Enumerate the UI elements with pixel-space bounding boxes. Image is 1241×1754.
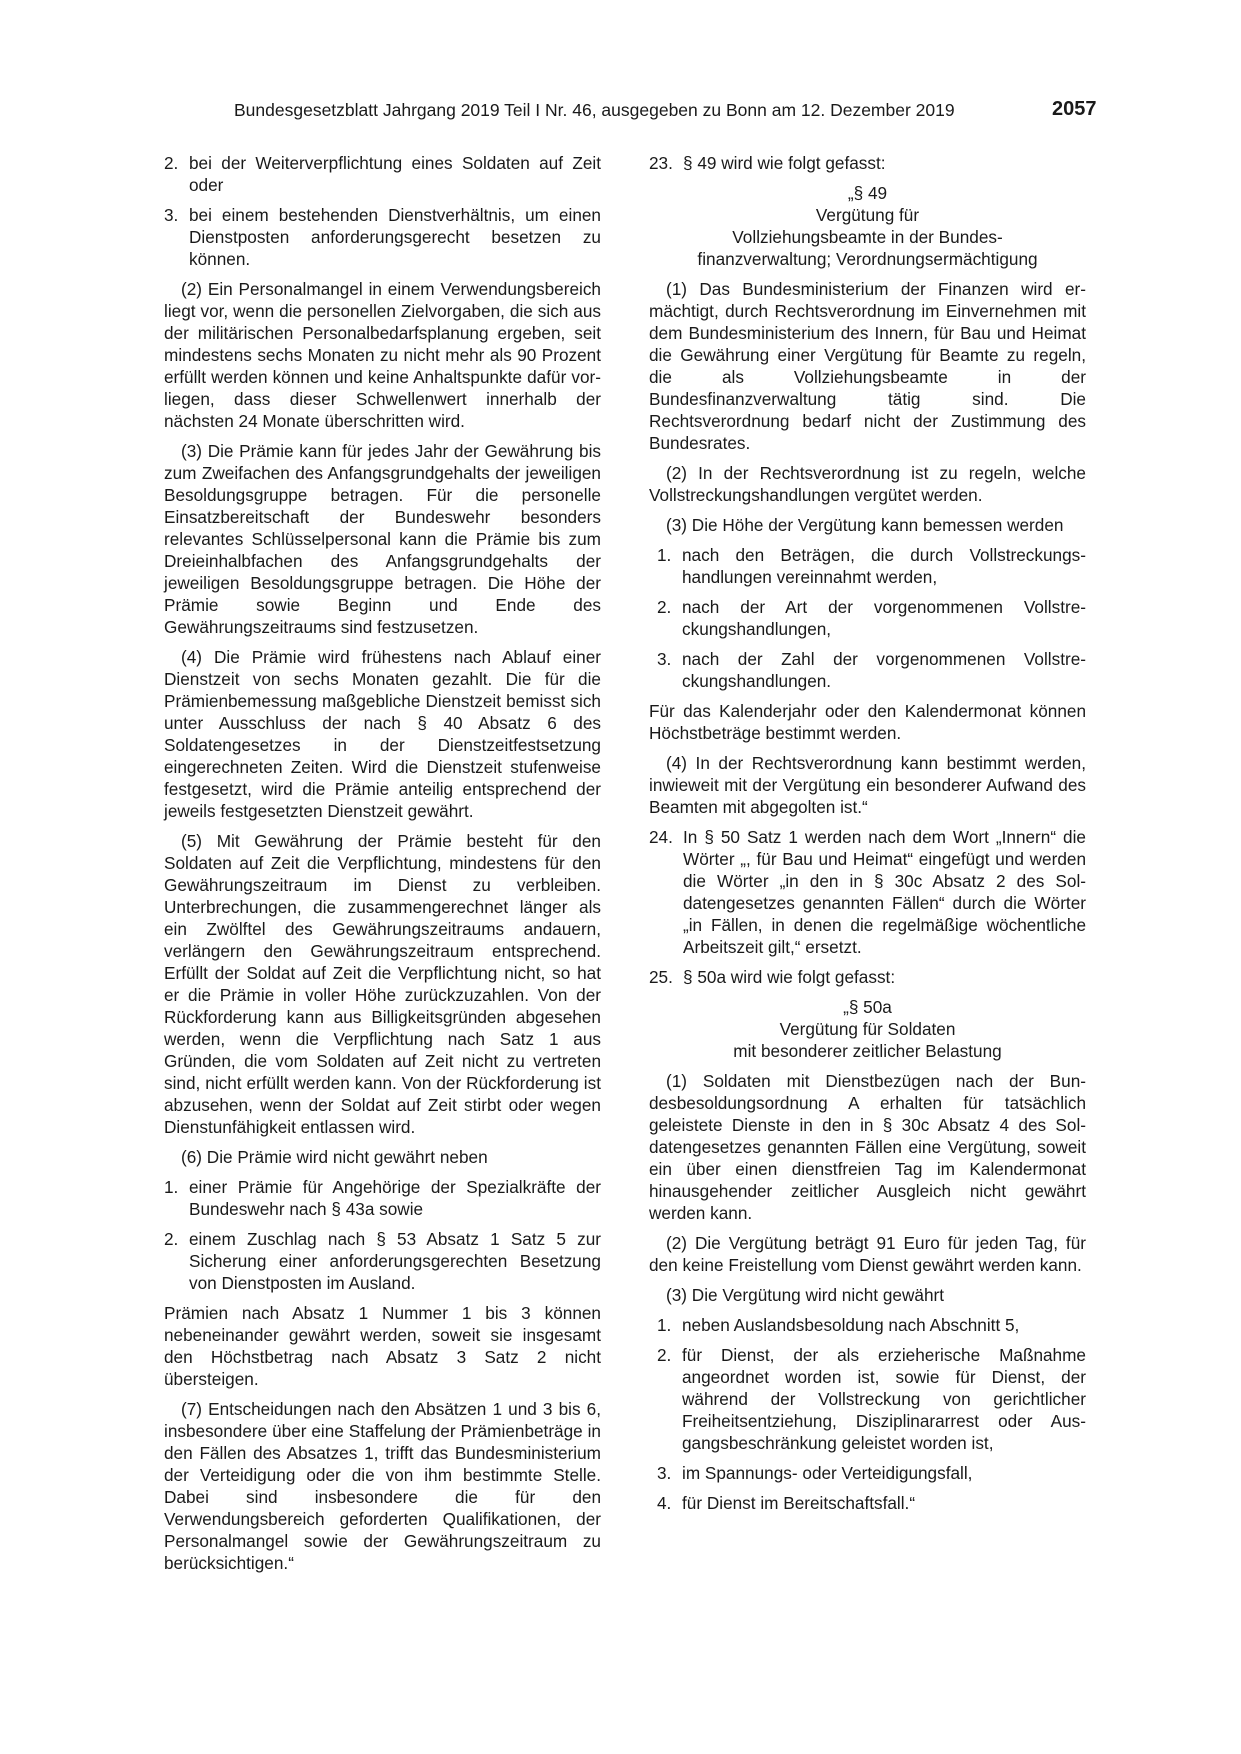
list-text: In § 50 Satz 1 werden nach dem Wort „Innern“ die Wörter „, für Bau und Heimat“ eingefügt und werden die Wörter „in den in § 30c Absatz 2 des Soldatengesetzes genannten Fällen“ durch die Wörter „in Fällen, in denen die regelmäßige wöchentliche Arbeitszeit gilt,“ ersetzt. (683, 827, 1086, 957)
paragraph-6-after: Prämien nach Absatz 1 Nummer 1 bis 3 können nebeneinander gewährt werden, soweit sie insgesamt den Höchstbetrag nach Absatz 3 Satz 2 nicht übersteigen. (164, 1303, 601, 1389)
page-header (0, 98, 1241, 126)
list-item (649, 648, 1086, 692)
list-number: 25. (649, 967, 673, 987)
list-text: neben Auslandsbesoldung nach Abschnitt 5, (682, 1315, 1020, 1335)
list-item (649, 1462, 1086, 1484)
list-item (164, 152, 601, 196)
section-title-line: finanzverwaltung; Verordnungsermächtigung (697, 249, 1038, 269)
list-number: 1. (657, 545, 672, 565)
list-number: 1. (657, 1315, 672, 1335)
list-text: für Dienst im Bereitschaftsfall.“ (682, 1493, 916, 1513)
paragraph-1: (1) Soldaten mit Dienstbezügen nach der Bundesbesoldungsordnung A erhalten für tatsächlich geleistete Dienste in den in § 30c Absatz 4 des Soldatengesetzes genannten Fällen eine Vergütung, soweit ein über einen dienstfreien Tag im Kalendermonat hinausgehender zeitlicher Ausgleich nicht gewährt werden kann. (649, 1071, 1086, 1223)
list-number: 3. (164, 205, 179, 225)
list-item (649, 1314, 1086, 1336)
list-item (649, 152, 1086, 174)
paragraph-4: (4) In der Rechtsverordnung kann bestimmt werden, inwieweit mit der Vergütung ein besonderer Aufwand des Beamten mit abgegolten ist.“ (649, 753, 1086, 817)
list-number: 1. (164, 1177, 179, 1197)
list-item (649, 826, 1086, 958)
list-item (164, 1228, 601, 1294)
list-text: für Dienst, der als erzieherische Maßnahme angeordnet worden ist, sowie für Dienst, der während der Vollstreckung von gerichtlicher Freiheitsentziehung, Disziplinararrest oder Ausgangsbeschränkung geleistet worden ist, (682, 1345, 1086, 1453)
list-text: § 50a wird wie folgt gefasst: (683, 967, 896, 987)
list-item (649, 544, 1086, 588)
list-item (649, 1344, 1086, 1454)
list-item (649, 1492, 1086, 1514)
list-text: nach der Zahl der vorgenommenen Vollstreckungshandlungen. (682, 649, 1086, 691)
list-item (649, 596, 1086, 640)
list-number: 2. (164, 153, 179, 173)
section-heading: „§ 49 (847, 183, 888, 203)
list-text: bei der Weiterverpflichtung eines Soldaten auf Zeit oder (189, 153, 601, 195)
list-item (649, 966, 1086, 988)
list-item (164, 1176, 601, 1220)
list-item (164, 204, 601, 270)
list-text: im Spannungs- oder Verteidigungsfall, (682, 1463, 973, 1483)
paragraph-3-after: Für das Kalenderjahr oder den Kalendermonat können Höchstbeträge bestimmt werden. (649, 701, 1086, 743)
paragraph-7: (7) Entscheidungen nach den Absätzen 1 und 3 bis 6, insbesondere über eine Staffelung der Prämienbeträge in den Fällen des Absatzes 1, trifft das Bundesministerium der Verteidigung oder die von ihm bestimmte Stelle. Dabei sind insbesondere die für den Verwendungsbereich geforderten Qualifikationen, der Personalmangel sowie der Gewährungszeitraum zu berücksichtigen.“ (164, 1399, 601, 1573)
section-heading: „§ 50a (843, 997, 892, 1017)
paragraph-2: (2) Die Vergütung beträgt 91 Euro für jeden Tag, für den keine Freistellung vom Dienst gewährt werden kann. (649, 1233, 1086, 1275)
paragraph-2: (2) Ein Personalmangel in einem Verwendungsbereich liegt vor, wenn die personellen Zielvorgaben, die sich aus der militärischen Personalbedarfsplanung ergeben, seit mindestens sechs Monaten zu nicht mehr als 90 Prozent erfüllt werden können und keine Anhaltspunkte dafür vorliegen, dass dieser Schwellenwert innerhalb der nächsten 24 Monate überschritten wird. (164, 279, 601, 431)
paragraph-1: (1) Das Bundesministerium der Finanzen wird ermächtigt, durch Rechtsverordnung im Einvernehmen mit dem Bundesministerium des Innern, für Bau und Heimat die Gewährung einer Vergütung für Beamte zu regeln, die als Vollziehungsbeamte in der Bundesfinanzverwaltung tätig sind. Die Rechtsverordnung bedarf nicht der Zustimmung des Bundesrates. (649, 279, 1086, 453)
section-title-line: Vergütung für (815, 205, 920, 225)
list-number: 2. (657, 1345, 672, 1365)
paragraph-3: (3) Die Prämie kann für jedes Jahr der Gewährung bis zum Zweifachen des Anfangsgrundgehalts der jeweiligen Besoldungsgruppe betragen. Für die personelle Einsatzbereitschaft der Bundeswehr besonders relevantes Schlüsselpersonal kann die Prämie bis zum Dreieinhalbfachen des Anfangsgrundgehalts der jeweiligen Besoldungsgruppe betragen. Die Höhe der Prämie sowie Beginn und Ende des Gewährungszeitraums sind festzusetzen. (164, 441, 601, 637)
list-number: 23. (649, 153, 673, 173)
paragraph-5: (5) Mit Gewährung der Prämie besteht für den Soldaten auf Zeit die Verpflichtung, mindestens für den Gewährungszeitraum im Dienst zu verbleiben. Unterbrechungen, die zusammengerechnet länger als ein Zwölftel des Gewährungszeitraums andauern, verlängern den Gewährungszeitraum entsprechend. Erfüllt der Soldat auf Zeit die Verpflichtung nicht, so hat er die Prämie in voller Höhe zurückzuzahlen. Von der Rückforderung kann aus Billigkeitsgründen abgesehen werden, wenn die Verpflichtung nach Satz 1 aus Gründen, die vom Soldaten auf Zeit nicht zu vertreten sind, nicht erfüllt werden kann. Von der Rückforderung ist abzusehen, wenn der Soldat auf Zeit stirbt oder wegen Dienstunfähigkeit entlassen wird. (164, 831, 601, 1137)
list-number: 2. (164, 1229, 179, 1249)
paragraph-3: (3) Die Höhe der Vergütung kann bemessen werden (666, 515, 1064, 535)
list-number: 4. (657, 1493, 672, 1513)
left-column (164, 152, 601, 1582)
right-column (649, 152, 1086, 1522)
section-title-line: Vergütung für Soldaten (779, 1019, 956, 1039)
page-number: 2057 (1052, 98, 1097, 120)
paragraph-3: (3) Die Vergütung wird nicht gewährt (666, 1285, 945, 1305)
list-number: 3. (657, 1463, 672, 1483)
paragraph-6: (6) Die Prämie wird nicht gewährt neben (181, 1147, 488, 1167)
paragraph-4: (4) Die Prämie wird frühestens nach Ablauf einer Dienstzeit von sechs Monaten gezahlt. Die für die Prämienbemessung maßgebliche Dienstzeit bemisst sich unter Ausschluss der nach § 40 Absatz 6 des Soldatengesetzes in der Dienstzeitfestsetzung eingerechneten Zeiten. Wird die Dienstzeit stufenweise festgesetzt, wird die Prämie anteilig entsprechend der jeweils festgesetzten Dienstzeit gewährt. (164, 647, 601, 821)
section-title-line: Vollziehungsbeamte in der Bundes- (732, 227, 1003, 247)
list-number: 3. (657, 649, 672, 669)
list-text: bei einem bestehenden Dienstverhältnis, um einen Dienstposten anforderungsgerecht besetzen zu können. (189, 205, 601, 269)
paragraph-2: (2) In der Rechtsverordnung ist zu regeln, welche Vollstreckungshandlungen vergütet werden. (649, 463, 1086, 505)
list-number: 2. (657, 597, 672, 617)
running-header: Bundesgesetzblatt Jahrgang 2019 Teil I Nr. 46, ausgegeben zu Bonn am 12. Dezember 2019 (234, 100, 955, 120)
list-text: einer Prämie für Angehörige der Spezialkräfte der Bundeswehr nach § 43a sowie (189, 1177, 601, 1219)
list-number: 24. (649, 827, 673, 847)
list-text: nach der Art der vorgenommenen Vollstreckungshandlungen, (682, 597, 1086, 639)
section-title-line: mit besonderer zeitlicher Belastung (733, 1041, 1002, 1061)
list-text: § 49 wird wie folgt gefasst: (683, 153, 886, 173)
list-text: nach den Beträgen, die durch Vollstreckungshandlungen vereinnahmt werden, (682, 545, 1086, 587)
list-text: einem Zuschlag nach § 53 Absatz 1 Satz 5 zur Sicherung einer anforderungsgerechten Besetzung von Dienstposten im Ausland. (189, 1229, 601, 1293)
